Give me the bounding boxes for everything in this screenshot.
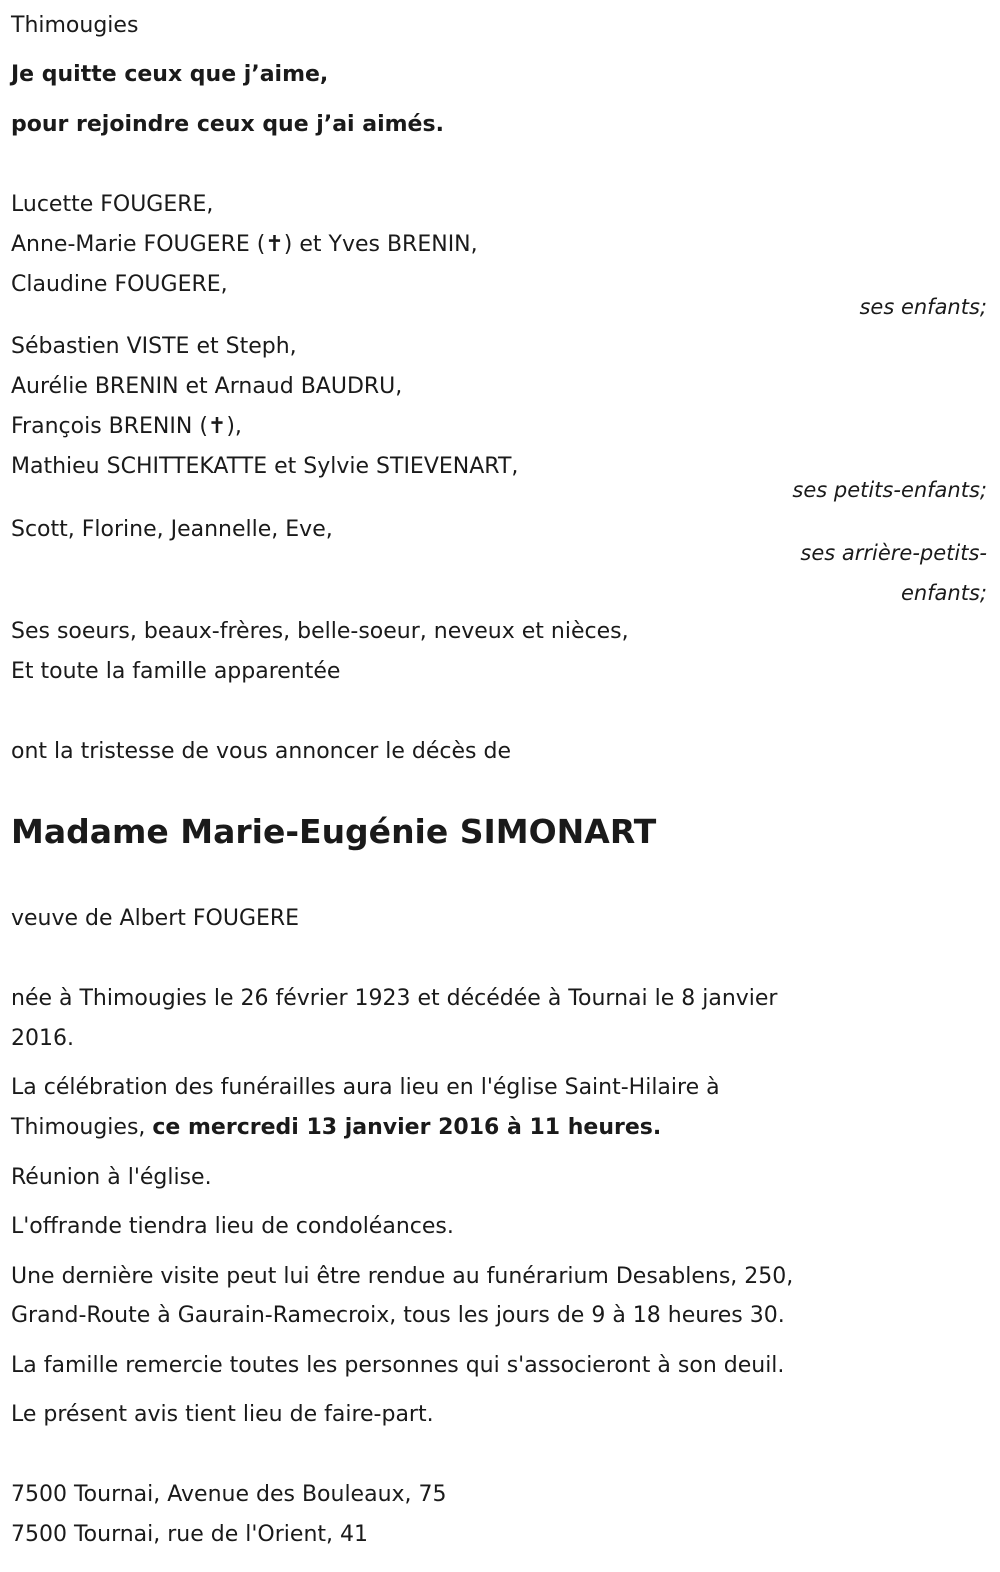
ceremony-date: ce mercredi 13 janvier 2016 à 11 heures. [152, 1115, 662, 1140]
offering: L'offrande tiendra lieu de condoléances. [11, 1214, 454, 1239]
child: Lucette FOUGERE, [11, 192, 214, 217]
grandchild: Sébastien VISTE et Steph, [11, 334, 297, 359]
deceased-name: Madame Marie-Eugénie SIMONART [11, 812, 657, 851]
child: Anne-Marie FOUGERE (✝) et Yves BRENIN, [11, 232, 478, 257]
meeting: Réunion à l'église. [11, 1165, 212, 1190]
great-grandchildren: Scott, Florine, Jeannelle, Eve, [11, 517, 333, 542]
birth-death: 2016. [11, 1026, 74, 1051]
birth-death: née à Thimougies le 26 février 1923 et décédée à Tournai le 8 janvier [11, 986, 778, 1011]
visit: Grand-Route à Gaurain-Ramecroix, tous les jours de 9 à 18 heures 30. [11, 1303, 785, 1328]
widow-of: veuve de Albert FOUGERE [11, 906, 300, 931]
child: Claudine FOUGERE, [11, 272, 228, 297]
notice: Le présent avis tient lieu de faire-part. [11, 1402, 434, 1427]
grandchild: Aurélie BRENIN et Arnaud BAUDRU, [11, 374, 403, 399]
address: 7500 Tournai, rue de l'Orient, 41 [11, 1522, 368, 1547]
other-family: Ses soeurs, beaux-frères, belle-soeur, neveux et nièces, [11, 619, 629, 644]
ceremony [11, 1108, 661, 1148]
great-grandchildren-label: ses arrière-petits- [800, 541, 987, 565]
children-label: ses enfants; [859, 295, 987, 319]
visit: Une dernière visite peut lui être rendue au funérarium Desablens, 250, [11, 1264, 794, 1289]
address: 7500 Tournai, Avenue des Bouleaux, 75 [11, 1482, 447, 1507]
other-family: Et toute la famille apparentée [11, 659, 341, 684]
grandchildren-label: ses petits-enfants; [792, 478, 987, 502]
ceremony-place: Thimougies, [11, 1115, 153, 1140]
great-grandchildren-label: enfants; [900, 581, 987, 605]
grandchild: Mathieu SCHITTEKATTE et Sylvie STIEVENART, [11, 454, 519, 479]
place: Thimougies [11, 13, 139, 38]
thanks: La famille remercie toutes les personnes qui s'associeront à son deuil. [11, 1353, 785, 1378]
announcement: ont la tristesse de vous annoncer le décès de [11, 739, 512, 764]
quote-line: Je quitte ceux que j’aime, [11, 62, 329, 87]
ceremony: La célébration des funérailles aura lieu en l'église Saint-Hilaire à [11, 1075, 720, 1100]
grandchild: François BRENIN (✝), [11, 414, 242, 439]
quote-line: pour rejoindre ceux que j’ai aimés. [11, 112, 444, 137]
